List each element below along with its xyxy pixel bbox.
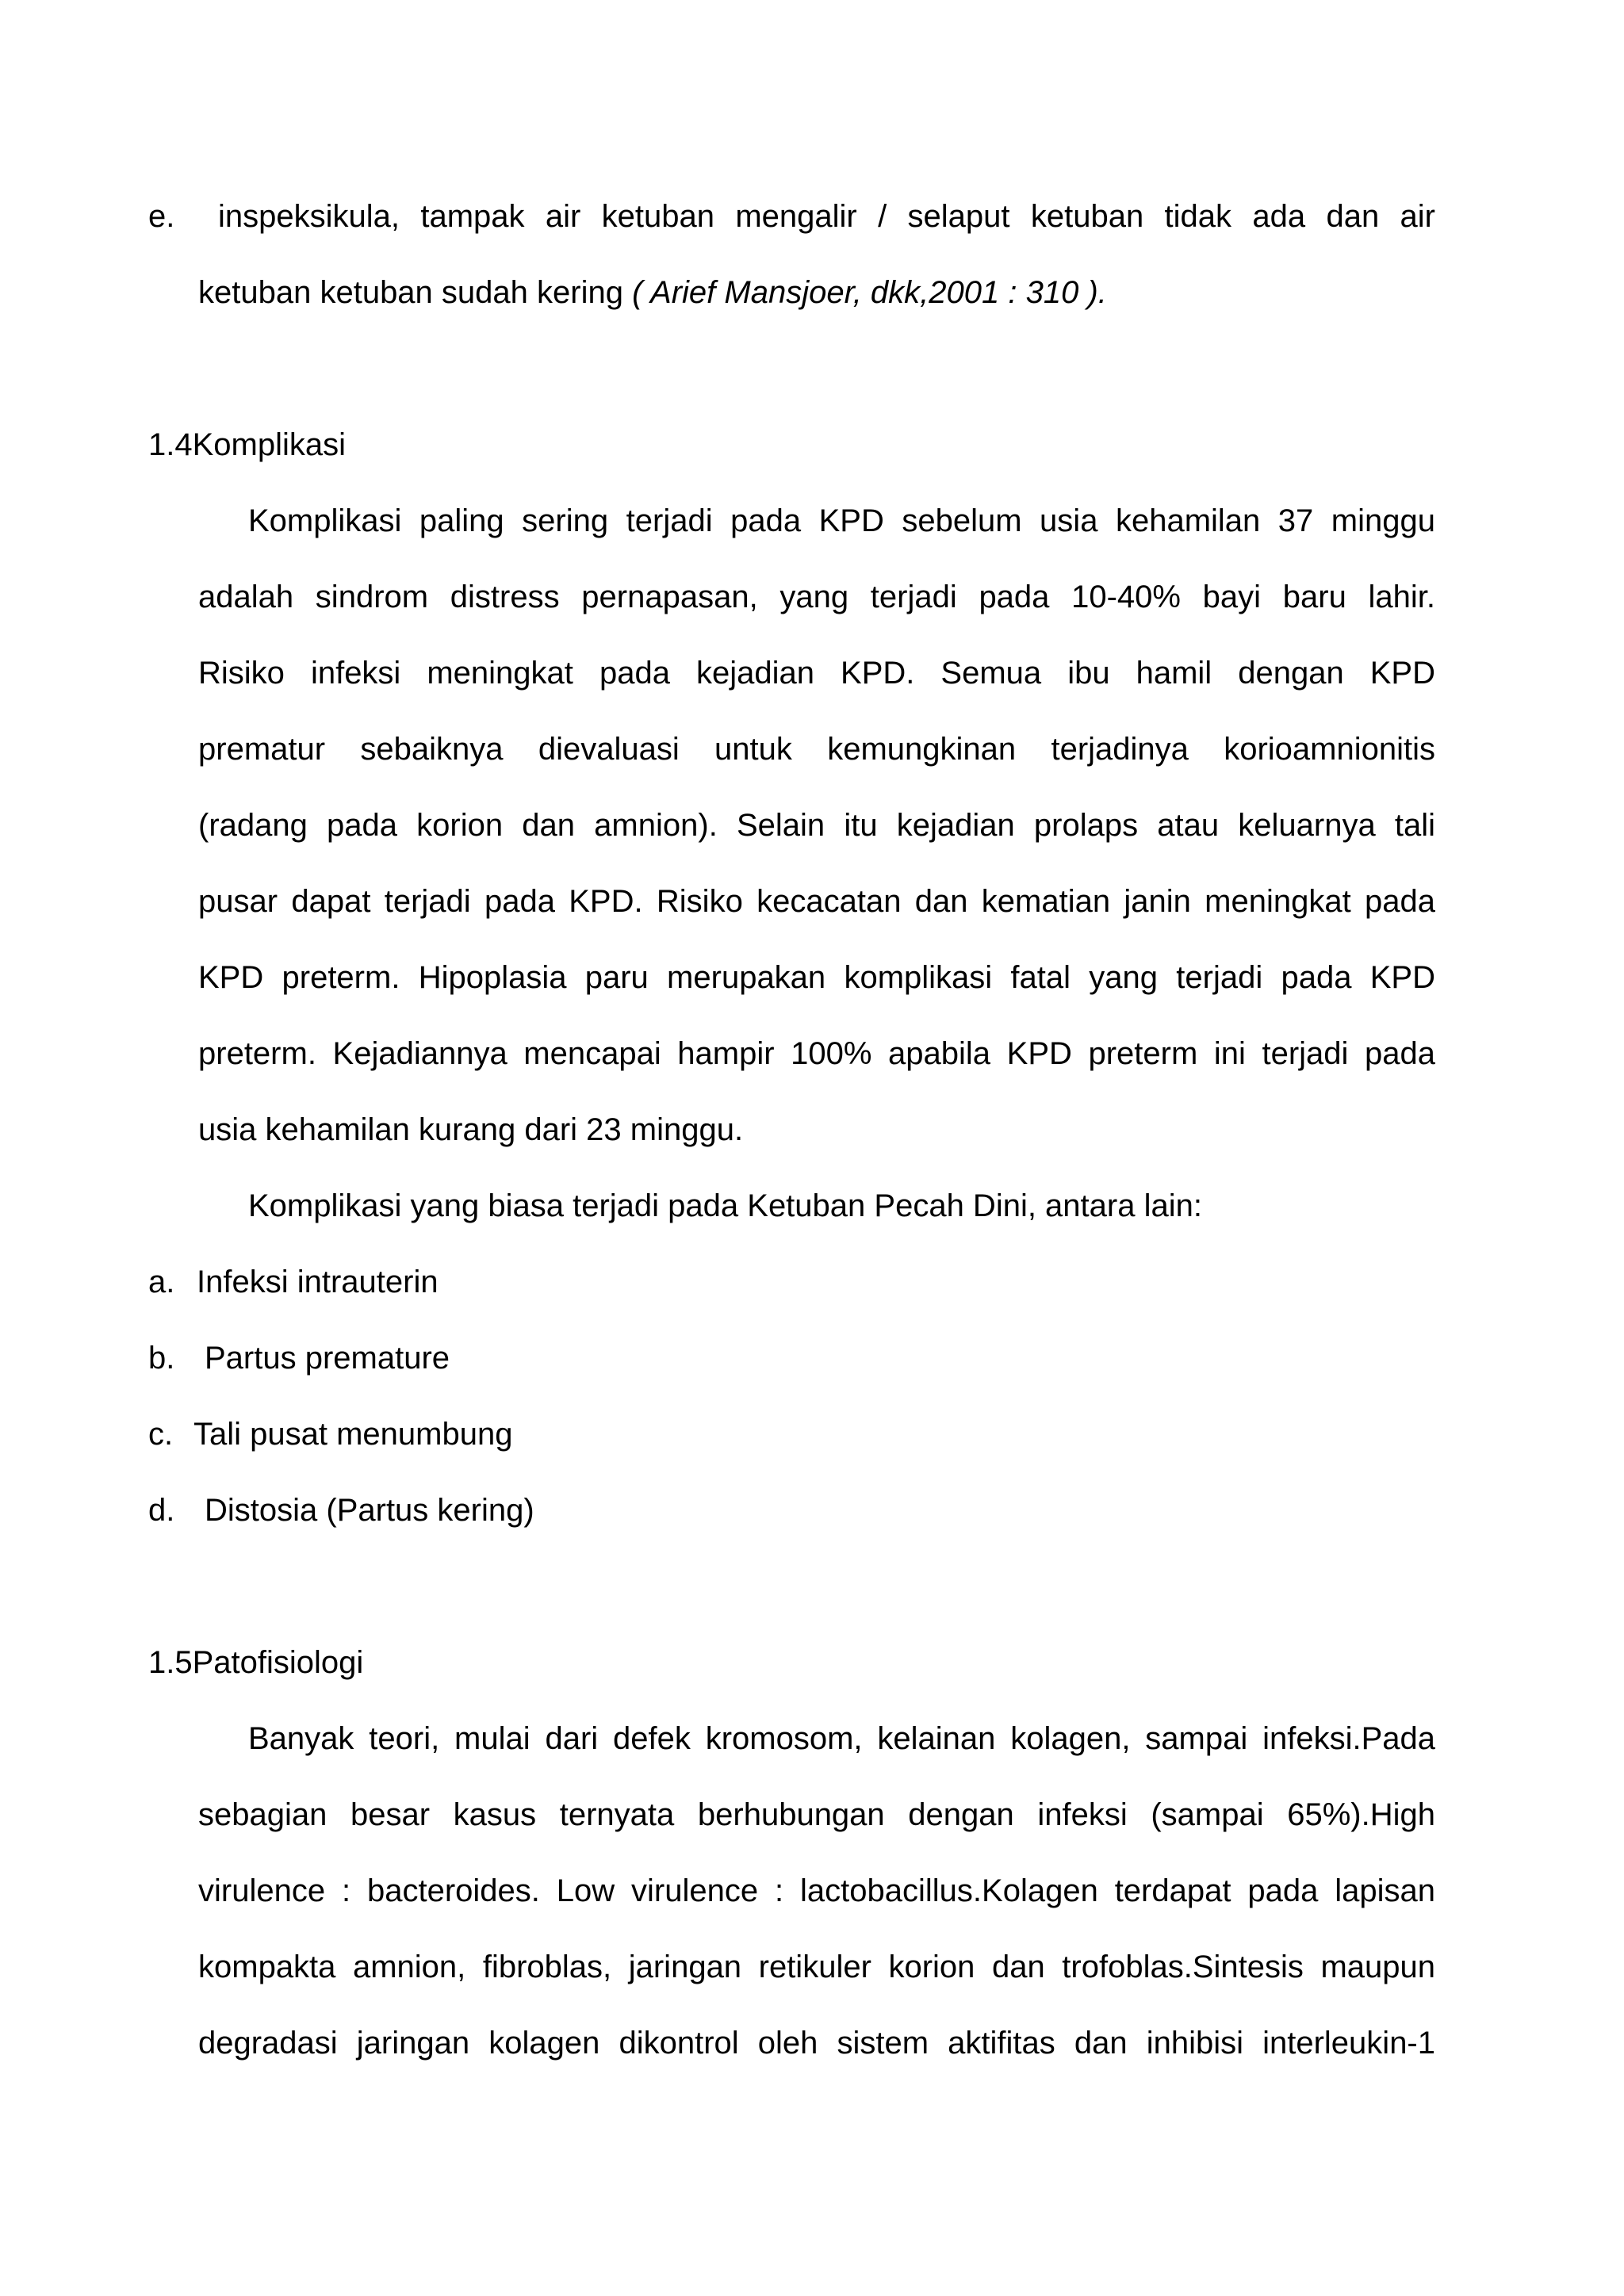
list-item-text: Tali pusat menumbung — [193, 1417, 513, 1452]
list-item — [148, 1339, 450, 1377]
item-e-line-2 — [198, 274, 1435, 312]
item-e-text-1: inspeksikula, tampak air ketuban mengalir / selaput ketuban tidak ada dan air — [218, 199, 1435, 234]
komplikasi-paragraph-line: Komplikasi paling sering terjadi pada KPD sebelum usia kehamilan 37 minggu — [248, 503, 1435, 538]
komplikasi-paragraph-line: adalah sindrom distress pernapasan, yang terjadi pada 10-40% bayi baru lahir. — [198, 580, 1435, 614]
komplikasi-paragraph-line: usia kehamilan kurang dari 23 minggu. — [198, 1112, 744, 1147]
list-item-text: Partus premature — [205, 1341, 450, 1376]
list-item-text: Infeksi intrauterin — [197, 1265, 439, 1299]
item-e-marker: e. — [148, 199, 175, 234]
patofisiologi-paragraph-line: Banyak teori, mulai dari defek kromosom, kelainan kolagen, sampai infeksi.Pada — [248, 1721, 1435, 1756]
komplikasi-paragraph-line: KPD preterm. Hipoplasia paru merupakan komplikasi fatal yang terjadi pada KPD — [198, 960, 1435, 995]
item-e-line-1 — [148, 197, 1435, 235]
patofisiologi-paragraph-line: virulence : bacteroides. Low virulence : lactobacillus.Kolagen terdapat pada lapisan — [198, 1873, 1435, 1908]
patofisiologi-paragraph-line: sebagian besar kasus ternyata berhubungan dengan infeksi (sampai 65%).High — [198, 1797, 1435, 1832]
list-item — [148, 1263, 439, 1301]
list-item-marker: a. — [148, 1265, 175, 1299]
list-item — [148, 1415, 512, 1453]
section-heading-patofisiologi: 1.5Patofisiologi — [148, 1645, 364, 1680]
komplikasi-paragraph-line: pusar dapat terjadi pada KPD. Risiko kecacatan dan kematian janin meningkat pada — [198, 884, 1435, 919]
section-heading-komplikasi: 1.4Komplikasi — [148, 427, 347, 462]
komplikasi-paragraph-line: preterm. Kejadiannya mencapai hampir 100% apabila KPD preterm ini terjadi pada — [198, 1036, 1435, 1071]
patofisiologi-paragraph-line: degradasi jaringan kolagen dikontrol oleh sistem aktifitas dan inhibisi interleukin-1 — [198, 2026, 1435, 2061]
patofisiologi-paragraph-line: kompakta amnion, fibroblas, jaringan retikuler korion dan trofoblas.Sintesis maupun — [198, 1950, 1435, 1984]
komplikasi-list-intro: Komplikasi yang biasa terjadi pada Ketuban Pecah Dini, antara lain: — [248, 1188, 1202, 1223]
list-item-marker: c. — [148, 1417, 174, 1452]
list-item-text: Distosia (Partus kering) — [205, 1493, 534, 1528]
komplikasi-paragraph-line: Risiko infeksi meningkat pada kejadian KPD. Semua ibu hamil dengan KPD — [198, 656, 1435, 691]
list-item-marker: b. — [148, 1341, 175, 1376]
list-item — [148, 1491, 534, 1529]
komplikasi-paragraph-line: (radang pada korion dan amnion). Selain itu kejadian prolaps atau keluarnya tali — [198, 808, 1435, 843]
komplikasi-paragraph-line: prematur sebaiknya dievaluasi untuk kemungkinan terjadinya korioamnionitis — [198, 732, 1435, 767]
list-item-marker: d. — [148, 1493, 175, 1528]
item-e-text-2: ketuban ketuban sudah kering — [198, 275, 633, 310]
item-e-citation: ( Arief Mansjoer, dkk,2001 : 310 ). — [632, 275, 1107, 310]
